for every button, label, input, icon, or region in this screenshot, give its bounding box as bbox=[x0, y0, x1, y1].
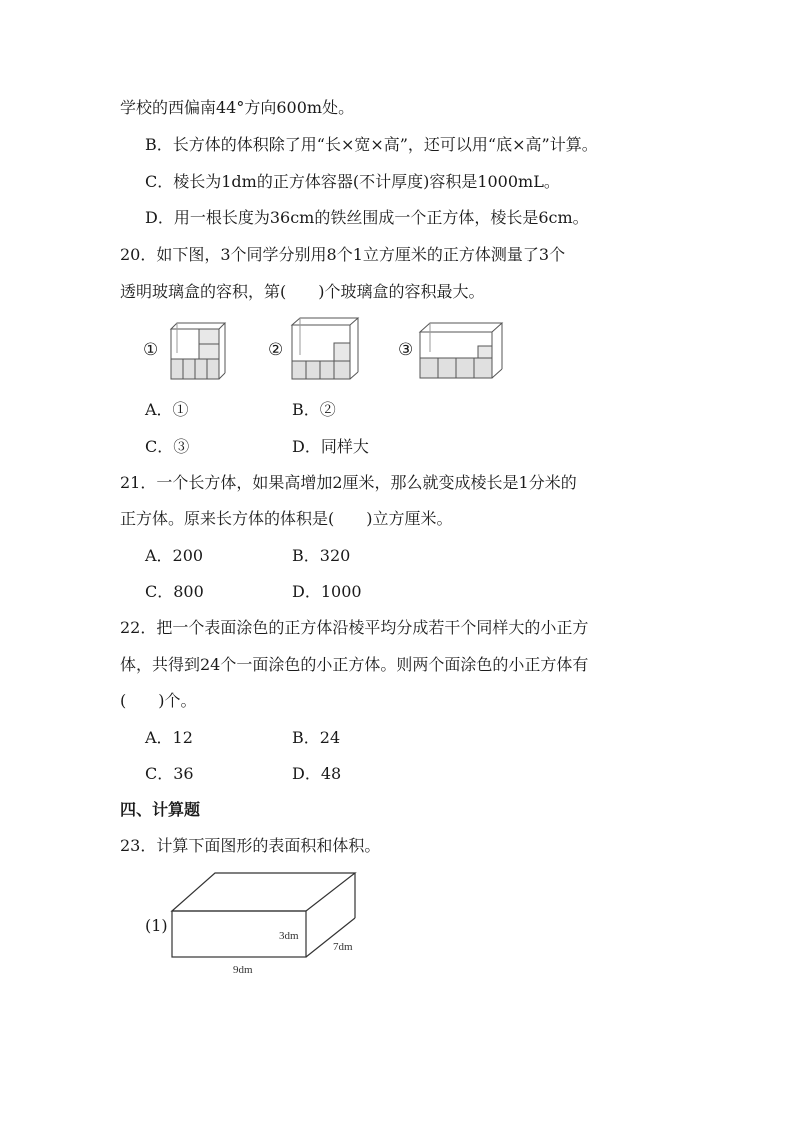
section-title: 四、计算题 bbox=[120, 800, 201, 819]
q21-stem-line2: 正方体。原来长方体的体积是( )立方厘米。 bbox=[120, 509, 453, 528]
q23-width-label: 7dm bbox=[333, 941, 353, 953]
q20-box3-figure bbox=[416, 318, 504, 382]
q20-option-c: C．③ bbox=[145, 437, 190, 456]
q20-fig1-label: ① bbox=[143, 340, 159, 360]
q20-box1-figure bbox=[165, 315, 227, 383]
q21-option-b: B．320 bbox=[292, 546, 351, 565]
q22-option-d: D．48 bbox=[292, 764, 342, 783]
q21-option-c: C．800 bbox=[145, 582, 204, 601]
q21-stem-line1: 21．一个长方体，如果高增加2厘米，那么就变成棱长是1分米的 bbox=[120, 473, 577, 492]
q23-part-label: (1) bbox=[145, 916, 168, 935]
q20-fig3-label: ③ bbox=[398, 340, 414, 360]
q22-option-a: A．12 bbox=[145, 728, 193, 747]
q23-stem: 23．计算下面图形的表面积和体积。 bbox=[120, 836, 381, 855]
q23-cuboid-figure bbox=[165, 866, 365, 978]
q22-option-b: B．24 bbox=[292, 728, 341, 747]
q21-option-d: D．1000 bbox=[292, 582, 362, 601]
q20-option-d: D．同样大 bbox=[292, 437, 369, 456]
q22-stem-line2: 体，共得到24个一面涂色的小正方体。则两个面涂色的小正方体有 bbox=[120, 655, 589, 674]
q21-option-a: A．200 bbox=[145, 546, 204, 565]
q22-option-c: C．36 bbox=[145, 764, 194, 783]
q22-stem-line3: ( )个。 bbox=[120, 691, 197, 710]
q20-fig2-label: ② bbox=[268, 340, 284, 360]
q22-stem-line1: 22．把一个表面涂色的正方体沿棱平均分成若干个同样大的小正方 bbox=[120, 618, 589, 637]
q19-option-c: C．棱长为1dm的正方体容器(不计厚度)容积是1000mL。 bbox=[145, 172, 560, 191]
q23-length-label: 9dm bbox=[233, 964, 253, 976]
q19-option-b: B．长方体的体积除了用“长×宽×高”，还可以用“底×高”计算。 bbox=[145, 135, 598, 154]
q20-box2-figure bbox=[288, 315, 360, 383]
q20-stem-line1: 20．如下图，3个同学分别用8个1立方厘米的正方体测量了3个 bbox=[120, 245, 566, 264]
q23-height-label: 3dm bbox=[279, 930, 299, 942]
q19-continuation: 学校的西偏南44°方向600m处。 bbox=[120, 98, 355, 117]
q20-option-b: B．② bbox=[292, 400, 336, 419]
q20-option-a: A．① bbox=[145, 400, 189, 419]
q19-option-d: D．用一根长度为36cm的铁丝围成一个正方体，棱长是6cm。 bbox=[145, 208, 589, 227]
q20-stem-line2: 透明玻璃盒的容积，第( )个玻璃盒的容积最大。 bbox=[120, 282, 485, 301]
